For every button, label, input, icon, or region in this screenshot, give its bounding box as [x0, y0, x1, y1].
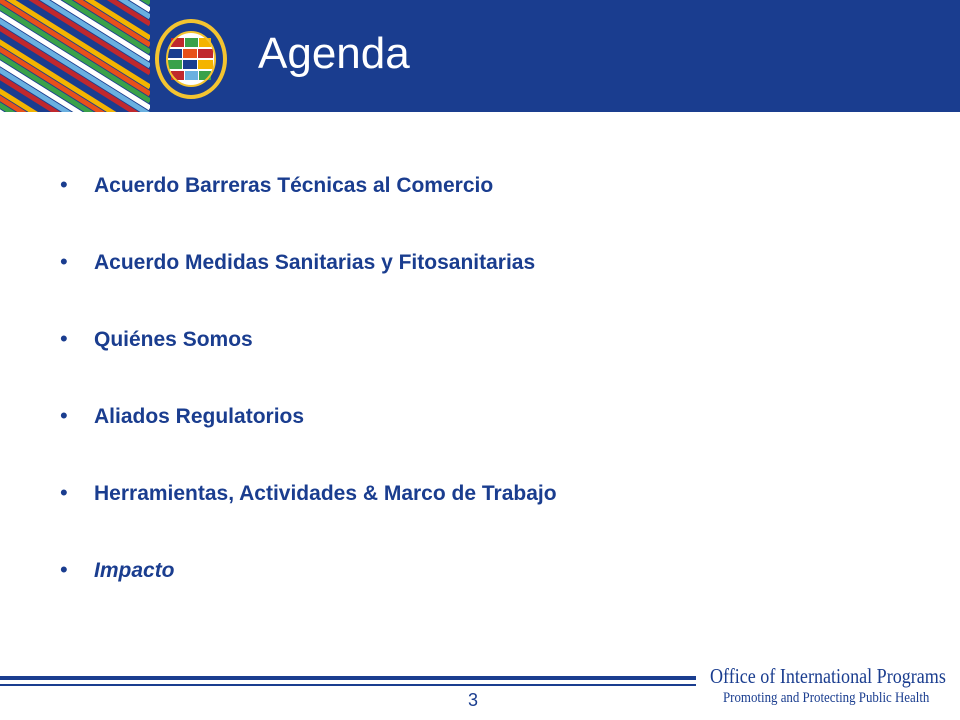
bullet-marker: • — [60, 403, 68, 428]
org-tagline: Promoting and Protecting Public Health — [723, 690, 930, 706]
agenda-item-label: Impacto — [94, 559, 175, 582]
agenda-item — [60, 164, 557, 241]
footer-rule — [0, 676, 696, 680]
agenda-item-label: Aliados Regulatorios — [94, 405, 305, 428]
footer-rule-thin — [0, 684, 696, 686]
agenda-item — [60, 241, 557, 318]
agenda-item-label: Quiénes Somos — [94, 328, 253, 351]
page-number: 3 — [468, 690, 479, 710]
org-name: Office of International Programs — [710, 664, 946, 688]
agenda-item — [60, 472, 557, 549]
agenda-list — [60, 164, 557, 626]
agenda-item-label: Acuerdo Barreras Técnicas al Comercio — [94, 174, 494, 197]
bullet-marker: • — [60, 249, 68, 274]
header-banner — [0, 0, 960, 112]
bullet-marker: • — [60, 480, 68, 505]
agenda-item-label: Acuerdo Medidas Sanitarias y Fitosanitarias — [94, 251, 536, 274]
bullet-marker: • — [60, 326, 68, 351]
bullet-marker: • — [60, 557, 68, 582]
agenda-item-label: Herramientas, Actividades & Marco de Trabajo — [94, 482, 557, 505]
agenda-item — [60, 395, 557, 472]
bullet-marker: • — [60, 172, 68, 197]
agenda-item — [60, 318, 557, 395]
agenda-item — [60, 549, 557, 626]
decorative-stripes — [0, 0, 150, 112]
fda-international-seal-logo — [154, 18, 228, 100]
slide-title: Agenda — [258, 29, 410, 78]
